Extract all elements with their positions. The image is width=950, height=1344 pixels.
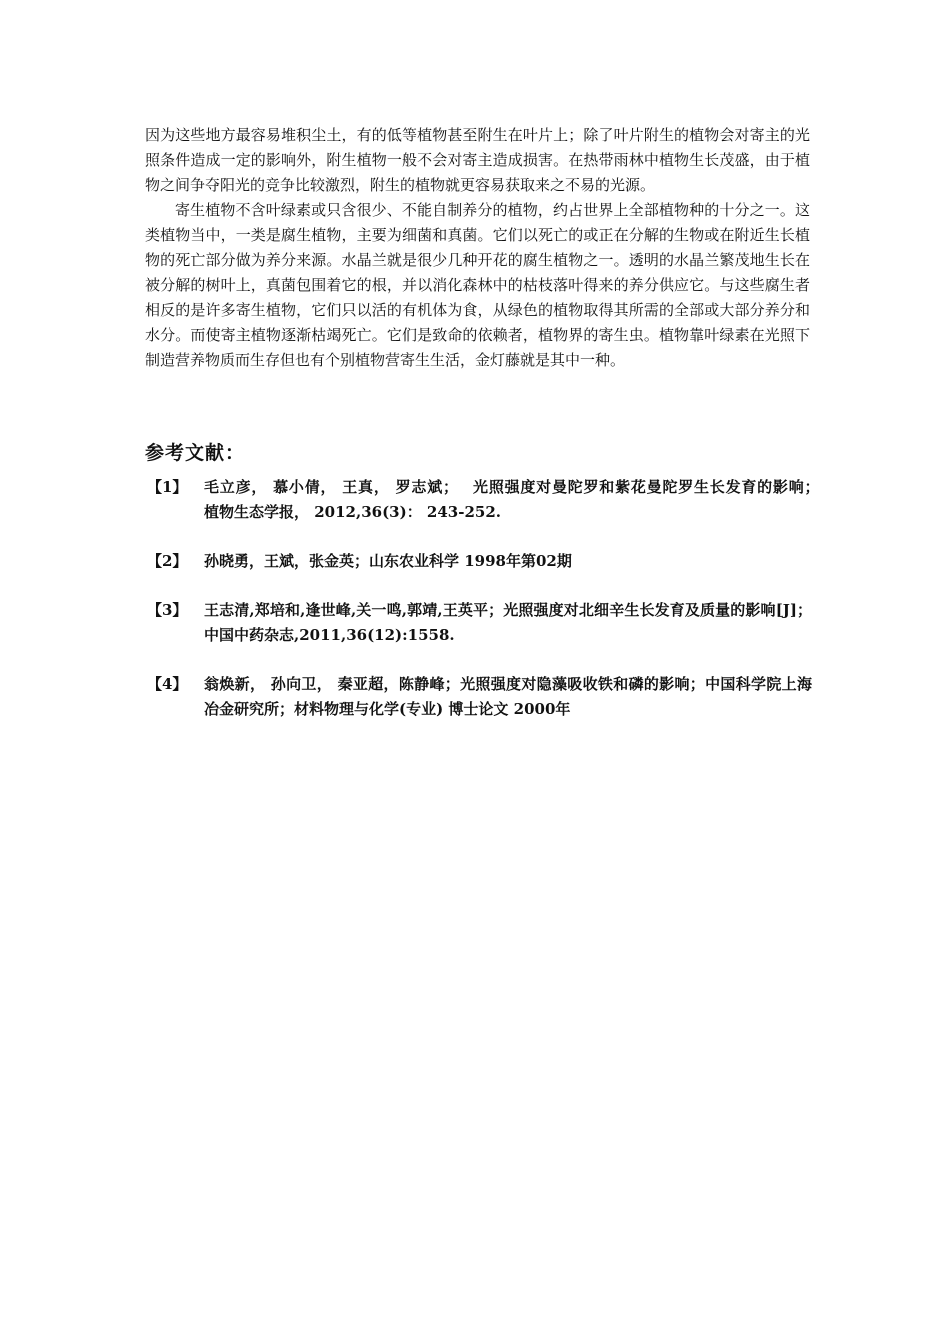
reference-item bbox=[147, 475, 833, 525]
reference-number: 【3】 bbox=[147, 601, 188, 619]
reference-text: 毛立彦， 慕小倩， 王真， 罗志斌； 光照强度对曼陀罗和紫花曼陀罗生长发育的影响； 植物生态学报， 2012,36(3)： 243-252. bbox=[204, 478, 833, 521]
reference-item bbox=[147, 672, 812, 722]
reference-item bbox=[147, 549, 812, 574]
reference-text: 孙晓勇，王斌，张金英；山东农业科学 1998年第02期 bbox=[204, 552, 572, 570]
paragraph: 因为这些地方最容易堆积尘土，有的低等植物甚至附生在叶片上；除了叶片附生的植物会对寄主的光照条件造成一定的影响外，附生植物一般不会对寄主造成损害。在热带雨林中植物生长茂盛，由于植物之间争夺阳光的竞争比较激烈，附生的植物就更容易获取来之不易的光源。 bbox=[145, 126, 810, 194]
reference-number: 【2】 bbox=[147, 552, 188, 570]
paragraph: 寄生植物不含叶绿素或只含很少、不能自制养分的植物，约占世界上全部植物种的十分之一。这类植物当中，一类是腐生植物，主要为细菌和真菌。它们以死亡的或正在分解的生物或在附近生长植物的死亡部分做为养分来源。水晶兰就是很少几种开花的腐生植物之一。透明的水晶兰繁茂地生长在被分解的树叶上，真菌包围着它的根，并以消化森林中的枯枝落叶得来的养分供应它。与这些腐生者相反的是许多寄生植物，它们只以活的有机体为食，从绿色的植物取得其所需的全部或大部分养分和水分。而使寄主植物逐渐枯竭死亡。它们是致命的依赖者，植物界的寄生虫。植物靠叶绿素在光照下制造营养物质而生存但也有个别植物营寄生生活，金灯藤就是其中一种。 bbox=[145, 201, 810, 369]
references-list bbox=[147, 475, 833, 746]
reference-item bbox=[147, 598, 812, 648]
body-text bbox=[145, 123, 810, 373]
references-heading: 参考文献： bbox=[145, 442, 246, 464]
reference-text: 翁焕新， 孙向卫， 秦亚超，陈静峰；光照强度对隐藻吸收铁和磷的影响；中国科学院上海冶金研究所；材料物理与化学(专业) 博士论文 2000年 bbox=[204, 675, 812, 718]
reference-text: 王志清,郑培和,逢世峰,关一鸣,郭靖,王英平；光照强度对北细辛生长发育及质量的影响[J]；中国中药杂志,2011,36(12):1558. bbox=[204, 601, 812, 644]
reference-number: 【4】 bbox=[147, 675, 188, 693]
reference-number: 【1】 bbox=[147, 478, 188, 496]
